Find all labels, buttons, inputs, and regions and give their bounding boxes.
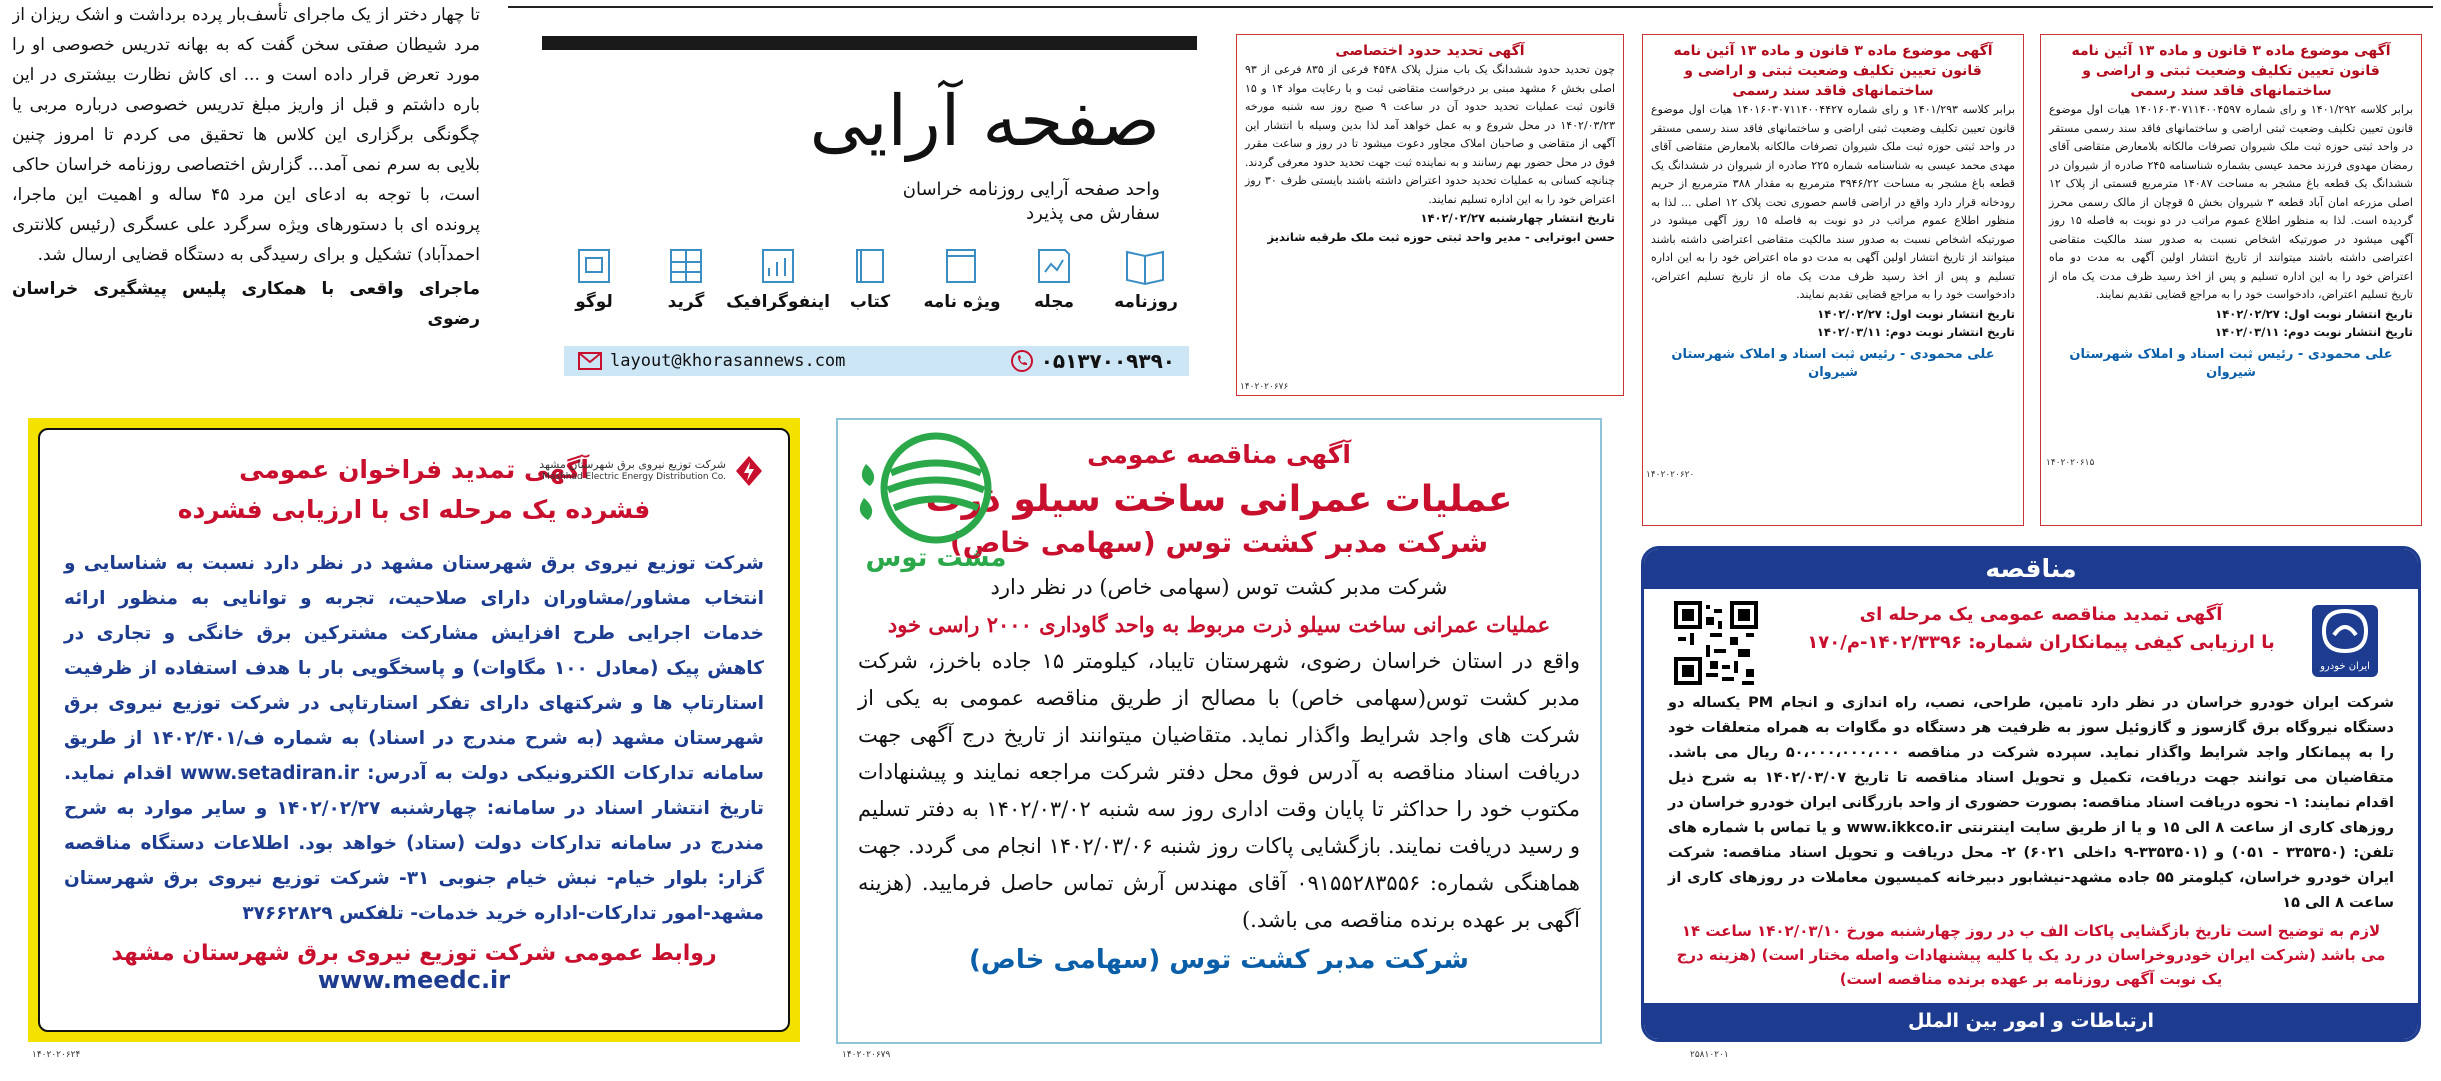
phone-icon [1011,350,1033,372]
logo-icon [571,246,617,286]
grid-icon [663,246,709,286]
notice-date-2: تاریخ انتشار نوبت دوم: ۱۴۰۲/۰۳/۱۱ [2214,325,2413,339]
service-label: اینفوگرافیک [726,292,830,312]
service-icons [560,246,1180,312]
notice-date-2: تاریخ انتشار نوبت دوم: ۱۴۰۲/۰۳/۱۱ [1816,325,2015,339]
service-logo [560,246,628,312]
phone-contact[interactable] [1011,349,1175,373]
notice-body: برابر کلاسه ۱۴۰۱/۲۹۲ و رای شماره ۱۴۰۱۶۰۳۰۷۱۱۴۰۰۴۵۹۷ هیات اول موضوع قانون تعیین تکلیف وضعیت ثبتی اراضی و ساختمانهای فاقد سند رسمی مستقر در واحد ثبتی حوزه ثبت ملک شیروان تصرفات مالکانه بلامعارض متقاضی آقای رمضان مهدوی فرزند محمد عیسی بشماره شناسنامه ۲۴۵ صادره از شیروان در ششدانگ یک قطعه باغ مشجر به مساحت ۱۴۰۸۷ مترمربع قسمتی از پلاک ۱۲ اصلی مزرعه امان آباد قطعه ۳ شیروان بخش ۵ قوچان از مالک رسمی محرز گردیده است. لذا به منظور اطلاع عموم مراتب در دو نوبت به فاصله ۱۵ روز آگهی میشود در صورتیکه اشخاص نسبت به صدور سند مالکیت متقاضی اعتراضی داشته باشند میتوانند از تاریخ انتشار اولین آگهی به مدت دو ماه اعتراض خود را به این اداره تسلیم و پس از اخذ رسید ظرف مدت یک ماه از تاریخ تسلیم اعتراض، دادخواست خود را به مراجع قضایی تقدیم نمایند. [2049,103,2414,301]
top-rule [508,6,2433,8]
service-special-issue [923,246,1001,312]
service-label: ویژه نامه [923,292,1001,312]
service-grid [652,246,720,312]
khodro-subtitle-1: آگهی تمدید مناقصه عمومی یک مرحله ای [1859,604,2223,625]
ikco-logo-icon [2314,607,2376,657]
contact-bar [564,346,1189,376]
email-address: layout@khorasannews.com [610,351,846,371]
power-logo-text: شرکت توزیع نیروی برق شهرستان مشهد [539,458,726,471]
service-label: مجله [1033,292,1075,312]
infographic-icon [755,246,801,286]
silo-title-2: عملیات عمرانی ساخت سیلو ذرت [925,479,1513,520]
power-title-1: آگهی تمدید فراخوان عمومی [239,455,589,484]
power-company-tender [28,418,800,1042]
ad-subtitle-line-2: سفارش می پذیرد [1026,203,1160,224]
ikco-logo [2312,605,2378,677]
print-code: ۱۴۰۲۰۲۰۶۱۵ [2046,458,2095,468]
service-label: لوگو [575,292,613,312]
notice-date: تاریخ انتشار چهارشنبه ۱۴۰۲/۰۲/۲۷ [1420,211,1615,225]
power-tender-inner [38,428,790,1032]
qr-code-icon [1674,601,1758,685]
notice-title: آگهی موضوع ماده ۳ قانون و ماده ۱۳ آئین نامه قانون تعیین تکلیف وضعیت ثبتی و اراضی و ساختمانهای فاقد سند رسمی [2071,43,2391,99]
ad-top-bar [542,36,1197,50]
notice-date-1: تاریخ انتشار نوبت اول: ۱۴۰۲/۰۲/۲۷ [2215,306,2413,321]
silo-footer: شرکت مدبر کشت توس (سهامی خاص) [969,945,1469,975]
silo-body-text: واقع در استان خراسان رضوی، شهرستان تایباد، کیلومتر ۱۵ جاده باخرز، شرکت مدبر کشت توس(سهامی خاص) با مصالح از طریق مناقصه عمومی به یکی از شرکت های واجد شرایط واگذار نماید. متقاضیان میتوانند از تاریخ درج آگهی جهت دریافت اسناد مناقصه به آدرس فوق محل دفتر شرکت مراجعه نمایند و پیشنهادات مکتوب خود را حداکثر تا پایان وقت اداری روز سه شنبه ۱۴۰۲/۰۳/۰۲ به دفتر تسلیم و رسید دریافت نمایند. بازگشایی پاکات روز شنبه ۱۴۰۲/۰۳/۰۶ انجام می گردد. جهت هماهنگی شماره: ۰۹۱۵۵۲۸۳۵۵۶ آقای مهندس آرش تماس حاصل فرمایید. (هزینه آگهی بر عهده برنده مناقصه می باشد.) [858,649,1581,932]
khodro-subtitle [1794,601,2288,657]
khodro-body: شرکت ایران خودرو خراسان در نظر دارد تامین، طراحی، نصب، راه اندازی و انجام PM یکساله دو دستگاه نیروگاه برق گازسوز و گازوئیل سوز به ظرفیت هر دستگاه دو مگاوات به همراه متعلقات خود را به پیمانکار واجد شرایط واگذار نماید. سپرده شرکت در مناقصه ۵۰،۰۰۰،۰۰۰،۰۰۰ ریال می باشد. متقاضیان می توانند جهت دریافت، تکمیل و تحویل اسناد مناقصه تا تاریخ ۱۴۰۲/۰۳/۰۷ به شرح ذیل اقدام نمایند: ۱- نحوه دریافت اسناد مناقصه: بصورت حضوری از واحد بازرگانی ایران خودرو خراسان در روزهای کاری از ساعت ۸ الی ۱۵ و یا از طریق سایت اینترنتی www.ikkco.ir و یا تماس با شماره های تلفن: (۳۳۵۳۵۰ - ۰۵۱) و (۳۳۵۳۵۰۱-۹ داخلی ۶۰۲۱) ۲- محل دریافت و تحویل اسناد مناقصه: شرکت ایران خودرو خراسان، کیلومتر ۵۵ جاده مشهد-نیشابور دبیرخانه کمیسیون معاملات در روزهای کاری از ساعت ۸ الی ۱۵ [1668,695,2394,911]
service-book [836,246,904,312]
power-logo-icon [732,454,766,488]
print-code: ۱۴۰۲۰۲۰۶۷۹ [842,1050,891,1060]
service-magazine [1020,246,1088,312]
news-source: ماجرای واقعی با همکاری پلیس پیشگیری خراسان رضوی [12,279,480,329]
layout-service-ad [540,28,1200,388]
notice-boundary [1236,34,1624,396]
khodro-header: مناقصه [1644,549,2418,589]
khodro-footer: ارتباطات و امور بین الملل [1644,1003,2418,1039]
notice-signature: علی محمودی - رئیس ثبت اسناد و املاک شهرستان شیروان [2069,346,2393,380]
notice-signature: علی محمودی - رئیس ثبت اسناد و املاک شهرستان شیروان [1671,346,1995,380]
silo-logo-text: مشت توس [865,543,1007,573]
ikco-logo-text: ایران خودرو [2320,661,2370,672]
silo-highlight: عملیات عمرانی ساخت سیلو ذرت مربوط به واحد گاوداری ۲۰۰۰ راسی خود [887,612,1551,637]
phone-number: ۰۵۱۳۷۰۰۹۳۹۰ [1040,349,1175,373]
email-contact[interactable] [578,351,845,371]
silo-title-1: آگهی مناقصه عمومی [1087,440,1351,469]
book-icon [847,246,893,286]
ad-title: صفحه آرایی [809,80,1160,162]
print-code: ۱۴۰۲۰۲۰۶۲۴ [32,1050,81,1060]
khodro-tender [1641,546,2421,1042]
notice-title: آگهی تحدید حدود اختصاصی [1335,43,1525,59]
silo-title-3: شرکت مدبر کشت توس (سهامی خاص) [949,526,1489,559]
service-label: گرید [667,292,705,312]
power-pr: روابط عمومی شرکت توزیع نیروی برق شهرستان مشهد [111,941,717,966]
notice-title: آگهی موضوع ماده ۳ قانون و ماده ۱۳ آئین نامه قانون تعیین تکلیف وضعیت ثبتی و اراضی و ساختمانهای فاقد سند رسمی [1673,43,1993,99]
service-infographic [726,246,830,312]
newspaper-icon [1123,246,1169,286]
news-article [12,0,480,370]
notice-registration-2 [2040,34,2422,526]
special-issue-icon [939,246,985,286]
ad-subtitle-line-1: واحد صفحه آرایی روزنامه خراسان [902,179,1160,200]
service-label: کتاب [849,292,891,312]
power-company-logo [539,454,766,488]
silo-intro: شرکت مدبر کشت توس (سهامی خاص) در نظر دارد [990,575,1448,599]
notice-date-1: تاریخ انتشار نوبت اول: ۱۴۰۲/۰۲/۲۷ [1817,306,2015,321]
notice-signature: حسن ابوترابی - مدیر واحد ثبتی حوزه ثبت ملک طرقبه شاندیز [1267,229,1615,244]
print-code: ۱۴۰۲۰۲۰۶۲۰ [1646,470,1695,480]
print-code: ۱۴۰۲۰۲۰۶۷۶ [1240,382,1289,392]
silo-body [858,569,1580,939]
news-body: تا چهار دختر از یک ماجرای تأسف‌بار پرده برداشت و اشک ریزان از مرد شیطان صفتی سخن گفت که به بهانه تدریس خصوصی او را مورد تعرض قرار داده است و ... ای کاش نظارت بیشتری در این باره داشتم و قبل از واریز مبلغ تدریس خصوصی درباره مربی یا چگونگی برگزاری این کلاس ها تحقیق می کردم تا امروز چنین بلایی به سرم نمی آمد... گزارش اختصاصی روزنامه خراسان حاکی است، با توجه به ادعای این مرد ۴۵ ساله و اهمیت این ماجرا، پرونده ای با دستورهای ویژه سرگرد علی عسگری (رئیس کلانتری احمدآباد) تشکیل و برای رسیدگی به دستگاه قضایی ارسال شد. [12,5,480,265]
notice-body: برابر کلاسه ۱۴۰۱/۲۹۳ و رای شماره ۱۴۰۱۶۰۳۰۷۱۱۴۰۰۴۴۲۷ هیات اول موضوع قانون تعیین تکلیف وضعیت ثبتی اراضی و ساختمانهای فاقد سند رسمی مستقر در واحد ثبتی حوزه ثبت ملک شیروان تصرفات مالکانه بلامعارض متقاضی آقای مهدی محمد عیسی به شناسنامه شماره ۲۲۵ صادره از شیروان در ششدانگ یک قطعه باغ مشجر به مساحت ۳۹۴۶/۲۲ مترمربع به مقدار ۳۸۸ مترمربع از حریم رودخانه قرار دارد واقع در اراضی قاسم حصوری تحت پلاک ۱۲ اصلی ... لذا به منظور اطلاع عموم مراتب در دو نوبت به فاصله ۱۵ روز آگهی میشود در صورتیکه اشخاص نسبت به صدور سند مالکیت متقاضی اعتراضی داشته باشند میتوانند از تاریخ انتشار اولین آگهی به مدت دو ماه اعتراض خود را به این اداره تسلیم و پس از اخذ رسید ظرف مدت یک ماه از تاریخ تسلیم اعتراض، دادخواست خود را به مراجع قضایی تقدیم نمایند. [1651,103,2016,301]
power-url[interactable]: www.meedc.ir [317,966,511,994]
silo-tender [836,418,1602,1044]
power-title-2: فشرده یک مرحله ای با ارزیابی فشرده [177,495,651,524]
power-body: شرکت توزیع نیروی برق شهرستان مشهد در نظر دارد نسبت به شناسایی و انتخاب مشاور/مشاوران دارای صلاحیت، تجربه و توانایی به منظور ارائه خدمات اجرایی طرح افزایش مشارکت مشترکین برق خانگی و تجاری در کاهش پیک (معادل ۱۰۰ مگاوات) و پاسخگویی بار با هدف استفاده از ظرفیت استارتاپ ها و شرکتهای دارای تفکر استارتاپی در شرکت توزیع نیروی برق شهرستان مشهد (به شرح مندرج در اسناد) به شماره ف/۱۴۰۲/۴۰۱ از طریق سامانه تدارکات الکترونیکی دولت به آدرس: www.setadiran.ir اقدام نماید. تاریخ انتشار اسناد در سامانه: چهارشنبه ۱۴۰۲/۰۲/۲۷ و سایر موارد به شرح مندرج در سامانه تدارکات دولت (ستاد) خواهد بود. اطلاعات دستگاه مناقصه گزار: بلوار خیام- نبش خیام جنوبی ۳۱- شرکت توزیع نیروی برق شهرستان مشهد-امور تدارکات-اداره خرید خدمات- تلفکس ۳۷۶۶۲۸۲۹ [64,553,764,924]
service-newspaper [1112,246,1180,312]
notice-body: چون تحدید حدود ششدانگ یک باب منزل پلاک ۴۵۴۸ فرعی از ۸۳۵ فرعی از ۹۳ اصلی بخش ۶ مشهد مبنی بر درخواست متقاضی ثبت و با رعایت مواد ۱۴ و ۱۵ قانون ثبت عملیات تحدید حدود آن در ساعت ۹ صبح روز سه شنبه مورخه ۱۴۰۲/۰۳/۲۳ در محل شروع و به عمل خواهد آمد لذا بدین وسیله با انتشار این آگهی از متقاضی و صاحبان املاک مجاور دعوت میشود تا در روز و ساعت مقرر فوق در محل حضور بهم رسانند و به نماینده ثبت جهت تحدید حدود معرفی گردند. چنانچه کسانی به عملیات تحدید حدود اعتراض داشته باشند بایستی ظرف ۳۰ روز اعتراض خود را به این اداره تسلیم نمایند. [1245,63,1615,206]
service-label: روزنامه [1114,292,1178,312]
notice-registration-1 [1642,34,2024,526]
email-icon [578,352,602,370]
power-logo-en: Mashhad Electric Energy Distribution Co. [542,472,726,482]
magazine-icon [1031,246,1077,286]
silo-company-logo [846,428,1026,578]
ad-subtitle [830,178,1160,226]
print-code: ۲۵۸۱۰۲۰۱ [1690,1050,1729,1060]
khodro-subtitle-2: با ارزیابی کیفی پیمانکاران شماره: ۱۴۰۲/۳۳۹۶-م/۱۷۰ [1807,632,2275,653]
khodro-note: لازم به توضیح است تاریخ بازگشایی پاکات الف ب در روز چهارشنبه مورخ ۱۴۰۲/۰۳/۱۰ ساعت ۱۴ می باشد (شرکت ایران خودروخراسان در رد یک یا کلیه پیشنهادات واصله مختار است) (هزینه درج یک نوبت آگهی روزنامه بر عهده برنده مناقصه است) [1676,922,2386,988]
